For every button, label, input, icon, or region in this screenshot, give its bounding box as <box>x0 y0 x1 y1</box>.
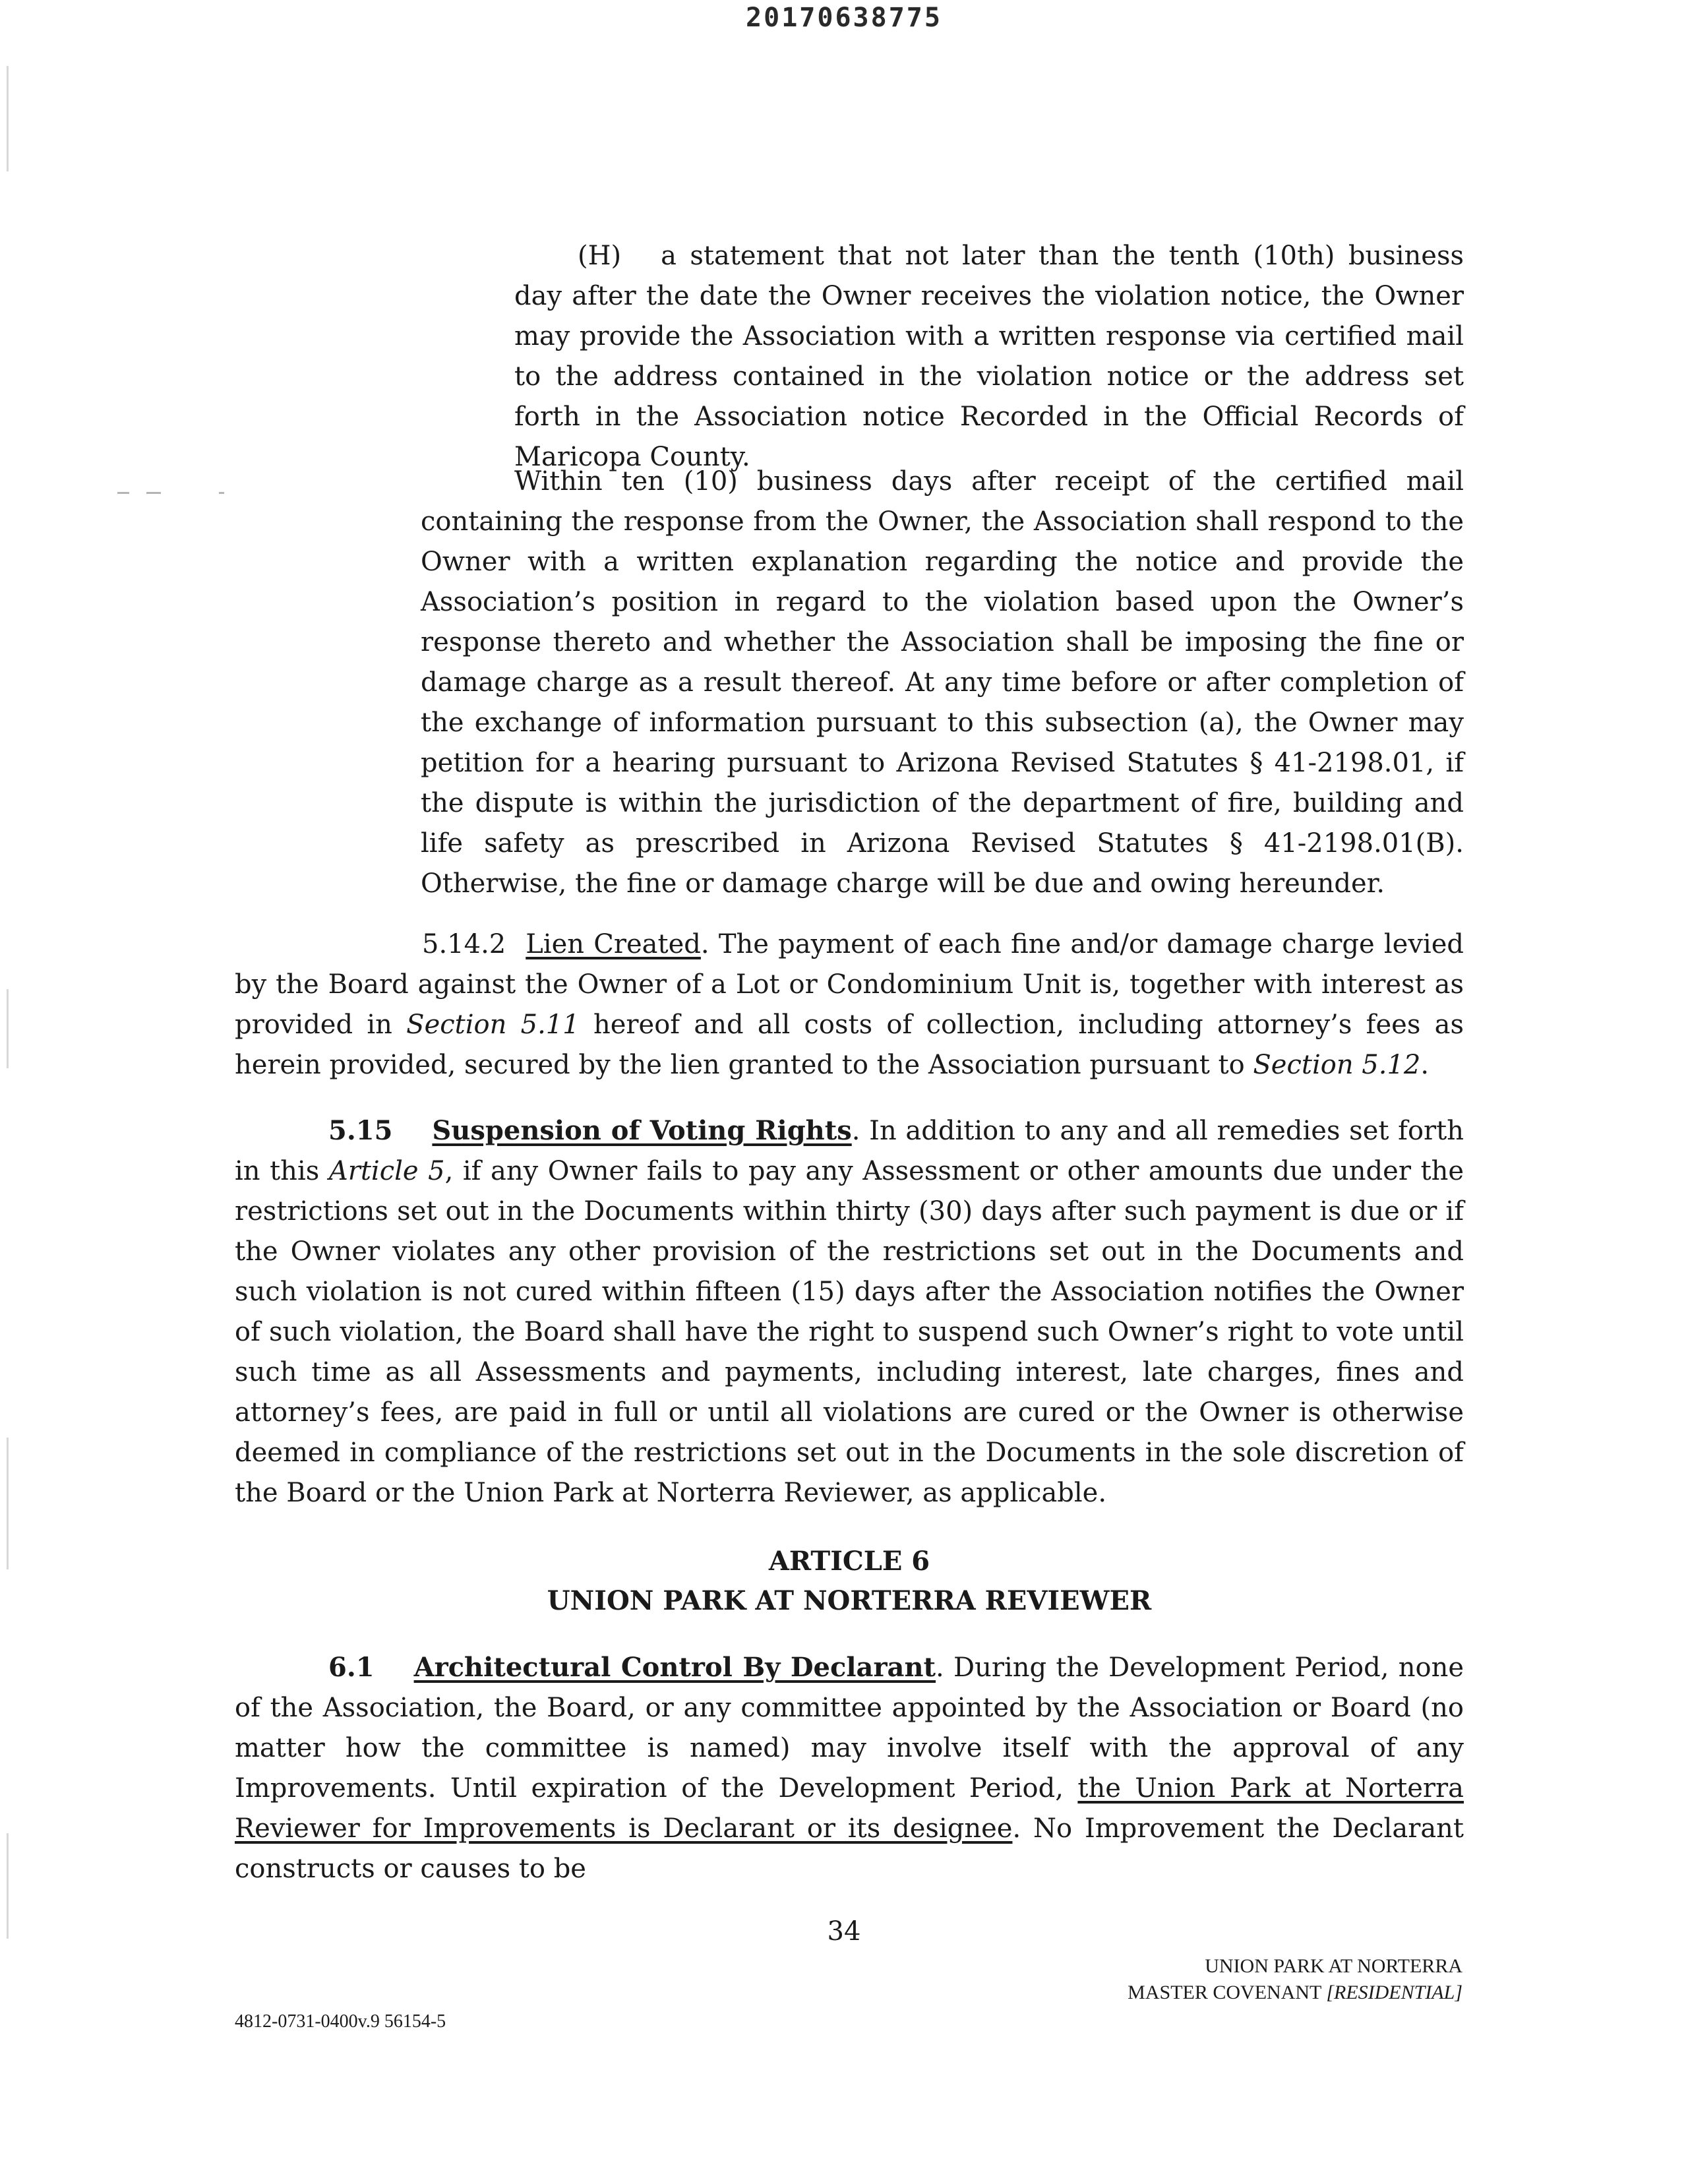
section-number: 5.14.2 <box>422 929 506 959</box>
section-reference: Article 5 <box>328 1156 445 1186</box>
scan-edge-mark <box>7 66 9 171</box>
section-text: . In addition to any and all remedies set forth in this <box>235 1116 1464 1186</box>
section-title: Suspension of Voting Rights <box>432 1115 852 1146</box>
section-text: . No Improvement the Declarant constructs or causes to be <box>235 1813 1464 1884</box>
paragraph-marker: (H) <box>578 241 622 271</box>
footer-document-title <box>1128 1953 1462 2006</box>
article-subheading: UNION PARK AT NORTERRA REVIEWER <box>547 1585 1152 1616</box>
section-reference: Section 5.11 <box>406 1010 580 1040</box>
recording-number: 20170638775 <box>746 3 942 33</box>
scan-edge-mark <box>7 1438 9 1569</box>
section-5-15 <box>235 1110 1464 1513</box>
footer-title-line2-text: MASTER COVENANT <box>1128 1982 1321 2003</box>
scan-dash-mark <box>117 492 129 494</box>
page-number: 34 <box>827 1916 861 1947</box>
section-5-14-2 <box>235 925 1464 1085</box>
section-number: 5.15 <box>328 1115 393 1146</box>
section-title: Lien Created <box>526 929 701 959</box>
paragraph-text: a statement that not later than the tenth (10th) business day after the date the Owner receives the violation notice, the Owner may provide the Association with a written response via certified mail to the address contained in the violation notice or the address set forth in the Association notice Recorded in the Official Records of Maricopa County. <box>514 241 1464 472</box>
section-text: . <box>1420 1050 1430 1080</box>
scan-dash-mark <box>146 492 161 494</box>
section-text: . The payment of each fine and/or damage charge levied by the Board against the Owner of a Lot or Condominium Unit is, together with interest as provided in <box>235 929 1464 1040</box>
footer-document-id: 4812-0731-0400v.9 56154-5 <box>235 2011 446 2032</box>
section-text: hereof and all costs of collection, including attorney’s fees as herein provided, secured by the lien granted to the Association pursuant to <box>235 1010 1464 1080</box>
section-text: , if any Owner fails to pay any Assessment or other amounts due under the restrictions set out in the Documents within thirty (30) days after such payment is due or if the Owner violates any other provision of the restrictions set out in the Documents and such violation is not cured within fifteen (15) days after the Association notifies the Owner of such violation, the Board shall have the right to suspend such Owner’s right to vote until such time as all Assessments and payments, including interest, late charges, fines and attorney’s fees, are paid in full or until all violations are cured or the Owner is otherwise deemed in compliance of the restrictions set out in the Documents in the sole discretion of the Board or the Union Park at Norterra Reviewer, as applicable. <box>235 1156 1464 1508</box>
article-heading: ARTICLE 6 <box>768 1546 930 1577</box>
footer-title-line2-italic: [RESIDENTIAL] <box>1326 1982 1462 2003</box>
section-reference: Section 5.12 <box>1253 1050 1421 1080</box>
scan-edge-mark <box>7 989 9 1068</box>
section-number: 6.1 <box>328 1652 375 1683</box>
section-text: . During the Development Period, none of the Association, the Board, or any committee appointed by the Association or Board (no matter how the committee is named) may involve itself with the approval of any Improvements. Until expiration of the Development Period, <box>235 1653 1464 1804</box>
scan-dash-mark <box>219 492 224 494</box>
paragraph-within-ten-days: Within ten (10) business days after receipt of the certified mail containing the response from the Owner, the Association shall respond to the Owner with a written explanation regarding the notice and provide the Association’s position in regard to the violation based upon the Owner’s response thereto and whether the Association shall be imposing the fine or damage charge as a result thereof. At any time before or after completion of the exchange of information pursuant to this subsection (a), the Owner may petition for a hearing pursuant to Arizona Revised Statutes § 41-2198.01, if the dispute is within the jurisdiction of the department of fire, building and life safety as prescribed in Arizona Revised Statutes § 41-2198.01(B). Otherwise, the fine or damage charge will be due and owing hereunder. <box>421 466 1464 899</box>
section-underlined-text: the Union Park at Norterra Reviewer for Improvements is Declarant or its designee <box>235 1773 1464 1844</box>
section-title: Architectural Control By Declarant <box>413 1652 936 1683</box>
paragraph-h <box>514 236 1464 477</box>
footer-title-line2 <box>1128 1980 1462 2006</box>
section-6-1 <box>235 1647 1464 1889</box>
footer-title-line1: UNION PARK AT NORTERRA <box>1205 1955 1462 1977</box>
